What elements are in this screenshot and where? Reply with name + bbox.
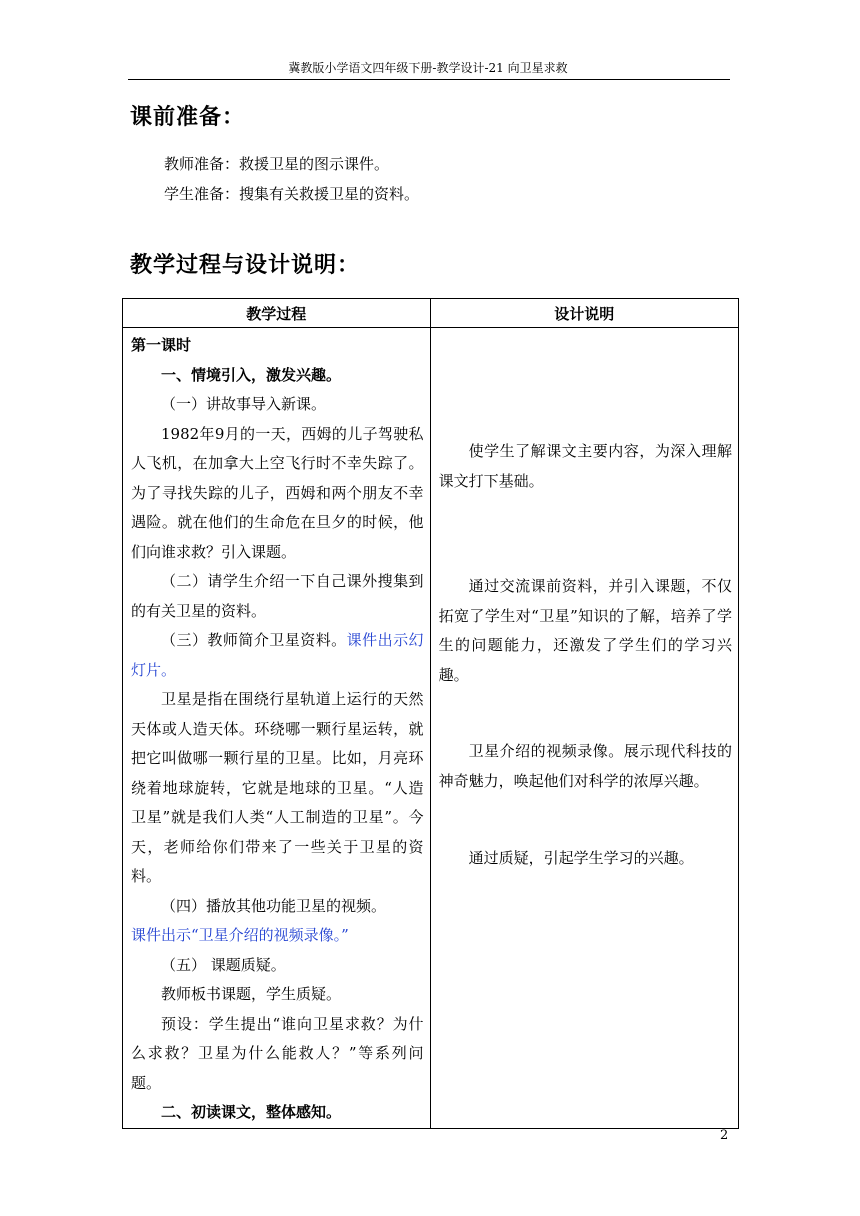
sub-step-4: （四）播放其他功能卫星的视频。 xyxy=(161,896,387,915)
col-header-notes: 设计说明 xyxy=(430,299,738,328)
prep-title: 课前准备： xyxy=(130,105,246,130)
step-heading-1: 一、情境引入，激发兴趣。 xyxy=(161,365,342,384)
design-note-2: 通过交流课前资料，并引入课题，不仅拓宽了学生对“卫星”知识的了解，培养了学生的问题能力，还激发了学生们的学习兴趣。 xyxy=(438,577,732,684)
lesson-label: 第一课时 xyxy=(131,336,192,354)
process-title: 教学过程与设计说明： xyxy=(130,253,361,278)
sub-step-3-text: （三）教师简介卫星资料。 xyxy=(161,631,347,649)
table-body-row xyxy=(123,328,739,1129)
lesson-table xyxy=(122,298,739,1129)
table-header-row xyxy=(123,299,739,328)
student-prep: 学生准备：搜集有关救援卫星的资料。 xyxy=(164,185,420,203)
courseware-note-video: 课件出示“卫星介绍的视频录像。” xyxy=(131,926,349,944)
courseware-note-slides: 课件出示幻灯片。 xyxy=(131,631,424,679)
page-header: 冀教版小学语文四年级下册-教学设计-21 向卫星求救 xyxy=(288,61,568,75)
story-paragraph: 1982年9月的一天，西姆的儿子驾驶私人飞机，在加拿大上空飞行时不幸失踪了。为了寻找失踪的儿子，西姆和两个朋友不幸遇险。就在他们的生命危在旦夕的时候，他们向谁求救？引入课题。 xyxy=(131,424,424,561)
sub-step-1: （一）讲故事导入新课。 xyxy=(161,395,327,413)
design-note-3: 卫星介绍的视频录像。展示现代科技的神奇魅力，唤起他们对科学的浓厚兴趣。 xyxy=(438,742,732,790)
sub-step-2: （二）请学生介绍一下自己课外搜集到的有关卫星的资料。 xyxy=(131,572,424,620)
process-cell xyxy=(123,328,431,1129)
step-heading-2: 二、初读课文，整体感知。 xyxy=(161,1103,342,1121)
sub-step-5: （五） 课题质疑。 xyxy=(161,955,286,974)
board-paragraph: 教师板书课题，学生质疑。 xyxy=(161,985,342,1003)
teacher-prep: 教师准备：救援卫星的图示课件。 xyxy=(164,155,390,173)
satellite-paragraph: 卫星是指在围绕行星轨道上运行的天然天体或人造天体。环绕哪一颗行星运转，就把它叫做哪一颗行星的卫星。比如，月亮环绕着地球旋转，它就是地球的卫星。“人造卫星”就是我们人类“人工制造的卫星”。今天，老师给你们带来了一些关于卫星的资料。 xyxy=(131,690,424,885)
design-note-1: 使学生了解课文主要内容，为深入理解课文打下基础。 xyxy=(438,442,732,490)
col-header-process: 教学过程 xyxy=(123,299,431,328)
page-number: 2 xyxy=(720,1128,729,1143)
notes-cell xyxy=(430,328,738,1129)
header-rule xyxy=(128,79,730,80)
design-note-4: 通过质疑，引起学生学习的兴趣。 xyxy=(468,849,694,867)
preset-paragraph: 预设：学生提出“谁向卫星求救？为什么求救？卫星为什么能救人？”等系列问题。 xyxy=(131,1014,424,1092)
sub-step-3 xyxy=(131,626,424,685)
